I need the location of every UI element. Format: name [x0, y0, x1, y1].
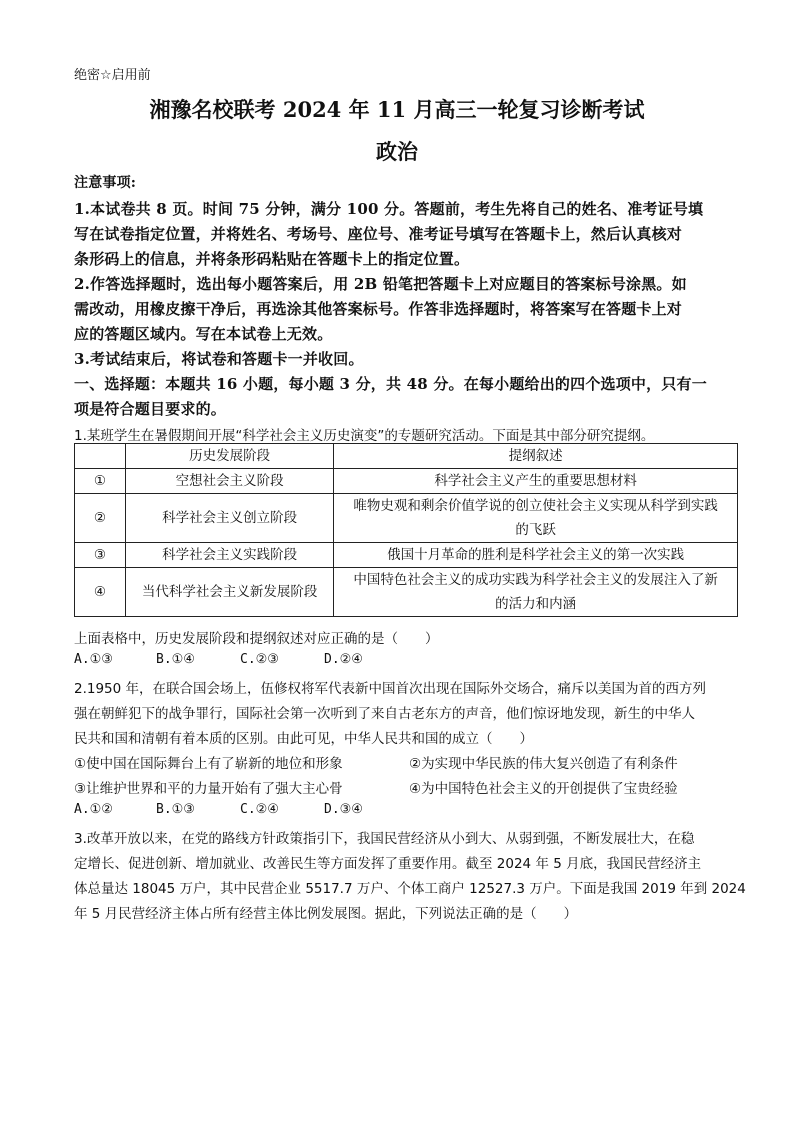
- exam-title: 湘豫名校联考 2024 年 11 月高三一轮复习诊断考试: [149, 97, 645, 122]
- confidential-label: 绝密☆启用前: [74, 68, 151, 83]
- table-cell: [334, 568, 738, 617]
- table-cell-line: 唯物史观和剩余价值学说的创立使社会主义实现从科学到实践: [353, 498, 718, 514]
- table-cell-line: 中国特色社会主义的成功实践为科学社会主义的发展注入了新: [353, 572, 718, 588]
- table-cell: 当代科学社会主义新发展阶段: [125, 568, 333, 617]
- choice-a: A.①③: [74, 652, 113, 667]
- question-1-table: [74, 443, 738, 617]
- question-3-line: 体总量达 18045 万户，其中民营企业 5517.7 万户、个体工商户 12527.3 万户。下面是我国 2019 年到 2024: [74, 881, 746, 897]
- table-header-cell: 历史发展阶段: [125, 444, 333, 469]
- table-cell: 科学社会主义创立阶段: [125, 494, 333, 543]
- table-header-cell: [75, 444, 126, 469]
- table-cell: ②: [75, 494, 126, 543]
- notice-heading: 注意事项:: [74, 175, 137, 191]
- table-cell-line: 的活力和内涵: [495, 596, 577, 612]
- subject-title: 政治: [376, 139, 418, 164]
- table-row: [75, 543, 738, 568]
- table-cell: 空想社会主义阶段: [125, 469, 333, 494]
- choice-d: D.③④: [324, 802, 363, 817]
- notice-line: 3.考试结束后，将试卷和答题卡一并收回。: [74, 350, 364, 368]
- choice-a: A.①②: [74, 802, 113, 817]
- question-2-statement: ①使中国在国际舞台上有了崭新的地位和形象: [74, 756, 343, 772]
- question-3-line: 3.改革开放以来，在党的路线方针政策指引下，我国民营经济从小到大、从弱到强，不断发展壮大，在稳: [74, 831, 695, 847]
- table-row: [75, 568, 738, 617]
- question-2-line: 强在朝鲜犯下的战争罪行，国际社会第一次听到了来自古老东方的声音，他们惊讶地发现，新生的中华人: [74, 706, 695, 722]
- table-cell: ①: [75, 469, 126, 494]
- table-cell: ③: [75, 543, 126, 568]
- choice-b: B.①③: [156, 802, 195, 817]
- choice-c: C.②④: [240, 802, 279, 817]
- notice-line: 应的答题区域内。写在本试卷上无效。: [74, 325, 333, 343]
- notice-line: 写在试卷指定位置，并将姓名、考场号、座位号、准考证号填写在答题卡上，然后认真核对: [74, 225, 683, 243]
- question-1-prompt: 上面表格中，历史发展阶段和提纲叙述对应正确的是（ ）: [74, 631, 439, 647]
- choice-d: D.②④: [324, 652, 363, 667]
- table-header-cell: 提纲叙述: [334, 444, 738, 469]
- question-2-line: 民共和国和清朝有着本质的区别。由此可见，中华人民共和国的成立（ ）: [74, 731, 533, 747]
- question-2-line: 2.1950 年，在联合国会场上，伍修权将军代表新中国首次出现在国际外交场合，痛斥以美国为首的西方列: [74, 681, 707, 697]
- table-header-row: [75, 444, 738, 469]
- table-row: [75, 494, 738, 543]
- question-2-statement: ④为中国特色社会主义的开创提供了宝贵经验: [409, 781, 678, 797]
- section-heading-line: 一、选择题：本题共 16 小题，每小题 3 分，共 48 分。在每小题给出的四个选项中，只有一: [74, 375, 707, 393]
- notice-line: 条形码上的信息，并将条形码粘贴在答题卡上的指定位置。: [74, 250, 470, 268]
- choice-b: B.①④: [156, 652, 195, 667]
- question-2-statement: ③让维护世界和平的力量开始有了强大主心骨: [74, 781, 343, 797]
- section-heading-line: 项是符合题目要求的。: [74, 400, 227, 418]
- table-cell: 科学社会主义产生的重要思想材料: [334, 469, 738, 494]
- question-3-line: 年 5 月民营经济主体占所有经营主体比例发展图。据此，下列说法正确的是（ ）: [74, 906, 578, 922]
- table-cell: 科学社会主义实践阶段: [125, 543, 333, 568]
- table-cell: 俄国十月革命的胜利是科学社会主义的第一次实践: [334, 543, 738, 568]
- question-1-stem: 1.某班学生在暑假期间开展“科学社会主义历史演变”的专题研究活动。下面是其中部分研究提纲。: [74, 428, 655, 444]
- table-cell-line: 的飞跃: [515, 522, 556, 538]
- question-2-statement: ②为实现中华民族的伟大复兴创造了有利条件: [409, 756, 678, 772]
- question-3-line: 定增长、促进创新、增加就业、改善民生等方面发挥了重要作用。截至 2024 年 5 月底，我国民营经济主: [74, 856, 702, 872]
- table-cell: [334, 494, 738, 543]
- choice-c: C.②③: [240, 652, 279, 667]
- notice-line: 2.作答选择题时，选出每小题答案后，用 2B 铅笔把答题卡上对应题目的答案标号涂黑。如: [74, 275, 687, 293]
- notice-line: 1.本试卷共 8 页。时间 75 分钟，满分 100 分。答题前，考生先将自己的姓名、准考证号填: [74, 200, 704, 218]
- table-row: [75, 469, 738, 494]
- notice-line: 需改动，用橡皮擦干净后，再选涂其他答案标号。作答非选择题时，将答案写在答题卡上对: [74, 300, 683, 318]
- table-cell: ④: [75, 568, 126, 617]
